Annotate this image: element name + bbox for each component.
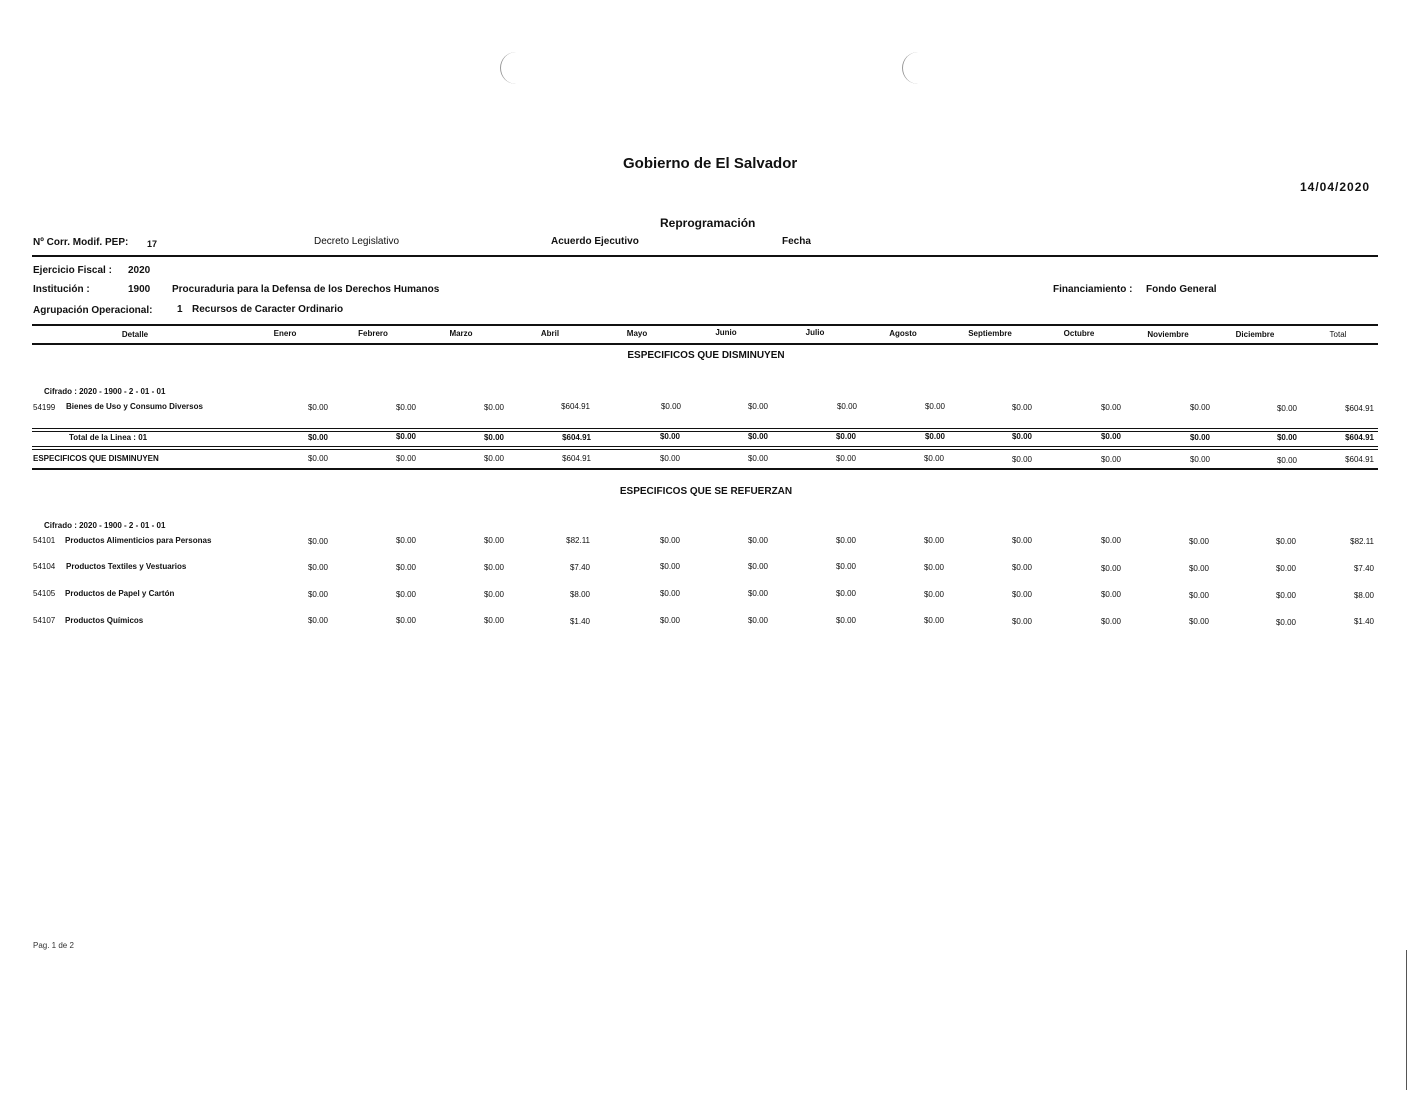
- corr-value: 17: [147, 239, 158, 249]
- cifrado-label: Cifrado : 2020 - 1900 - 2 - 01 - 01: [44, 387, 166, 396]
- cell-value: $0.00: [1011, 536, 1032, 545]
- cell-value: $0.00: [835, 536, 856, 545]
- row-code: 54104: [33, 562, 56, 571]
- ejercicio-value: 2020: [128, 265, 151, 276]
- section-total-value: $604.91: [1345, 455, 1374, 464]
- total-value: $604.91: [1345, 433, 1374, 442]
- document-title: Gobierno de El Salvador: [623, 155, 798, 172]
- table-header-top-rule: [32, 324, 1378, 326]
- cell-value: $0.00: [1100, 590, 1121, 599]
- row-name: Productos Químicos: [65, 616, 144, 625]
- total-value: $0.00: [395, 432, 416, 441]
- cell-value: $0.00: [747, 536, 768, 545]
- column-header: Noviembre: [1147, 330, 1189, 339]
- cell-value: $0.00: [835, 616, 856, 625]
- line-total-top-rule: [32, 431, 1378, 432]
- column-header: Julio: [805, 328, 825, 337]
- cell-value: $0.00: [307, 616, 328, 625]
- row-name: Productos Alimenticios para Personas: [65, 536, 212, 545]
- section-total-value: $0.00: [483, 454, 504, 463]
- cell-value: $0.00: [483, 590, 504, 599]
- total-value: $0.00: [483, 433, 504, 442]
- cell-value: $604.91: [561, 402, 590, 411]
- column-header: Detalle: [121, 330, 149, 339]
- cell-value: $0.00: [395, 616, 416, 625]
- cell-value: $0.00: [659, 536, 680, 545]
- page-number: Pag. 1 de 2: [33, 941, 74, 950]
- cell-value: $1.40: [1353, 617, 1374, 626]
- cell-value: $0.00: [307, 590, 328, 599]
- cell-value: $0.00: [1188, 617, 1209, 626]
- cell-value: $0.00: [307, 563, 328, 572]
- cell-value: $0.00: [307, 537, 328, 546]
- total-value: $0.00: [659, 432, 680, 441]
- column-header: Mayo: [626, 329, 648, 338]
- fecha-label: Fecha: [782, 236, 811, 247]
- cell-value: $0.00: [1011, 403, 1032, 412]
- institucion-name: Procuraduria para la Defensa de los Derechos Humanos: [172, 284, 440, 295]
- total-value: $0.00: [924, 432, 945, 441]
- cell-value: $0.00: [1100, 564, 1121, 573]
- section-total-value: $0.00: [1276, 456, 1297, 465]
- agrupacion-label: Agrupación Operacional:: [33, 305, 153, 316]
- cell-value: $0.00: [1100, 403, 1121, 412]
- cell-value: $0.00: [1011, 617, 1032, 626]
- total-value: $0.00: [307, 433, 328, 442]
- ejercicio-label: Ejercicio Fiscal :: [33, 265, 112, 276]
- row-code: 54107: [33, 616, 56, 625]
- column-header: Octubre: [1063, 329, 1095, 338]
- section-total-value: $0.00: [659, 454, 680, 463]
- cell-value: $0.00: [659, 562, 680, 571]
- row-code: 54101: [33, 536, 56, 545]
- section-title-disminuyen: ESPECIFICOS QUE DISMINUYEN: [627, 350, 785, 361]
- section-total-value: $0.00: [1189, 455, 1210, 464]
- section-total-value: $0.00: [395, 454, 416, 463]
- cell-value: $0.00: [1188, 591, 1209, 600]
- cell-value: $0.00: [923, 536, 944, 545]
- column-header: Diciembre: [1235, 330, 1275, 339]
- cell-value: $0.00: [1100, 617, 1121, 626]
- cell-value: $0.00: [1276, 404, 1297, 413]
- decreto-label: Decreto Legislativo: [314, 236, 400, 247]
- cell-value: $0.00: [307, 403, 328, 412]
- cell-value: $0.00: [835, 589, 856, 598]
- cell-value: $0.00: [747, 616, 768, 625]
- section-total-top-rule: [32, 446, 1378, 447]
- cell-value: $0.00: [1188, 537, 1209, 546]
- total-value: $0.00: [1100, 432, 1121, 441]
- financiamiento-label: Financiamiento :: [1053, 284, 1133, 295]
- total-value: $0.00: [835, 432, 856, 441]
- total-value: $0.00: [1276, 433, 1297, 442]
- cell-value: $0.00: [660, 402, 681, 411]
- cell-value: $604.91: [1345, 404, 1374, 413]
- cell-value: $0.00: [1011, 563, 1032, 572]
- agrupacion-code: 1: [177, 304, 183, 315]
- cell-value: $0.00: [1275, 537, 1296, 546]
- cifrado-label: Cifrado : 2020 - 1900 - 2 - 01 - 01: [44, 521, 166, 530]
- column-header: Total: [1329, 330, 1347, 339]
- total-value: $0.00: [1189, 433, 1210, 442]
- section-total-bottom-rule: [32, 468, 1378, 470]
- row-code: 54199: [33, 403, 56, 412]
- cell-value: $0.00: [483, 563, 504, 572]
- institucion-code: 1900: [128, 284, 151, 295]
- column-header: Febrero: [358, 329, 388, 338]
- cell-value: $0.00: [395, 563, 416, 572]
- punch-hole-mark: [902, 52, 919, 84]
- section-total-value: $0.00: [307, 454, 328, 463]
- cell-value: $1.40: [569, 617, 590, 626]
- cell-value: $0.00: [924, 402, 945, 411]
- row-name: Productos de Papel y Cartón: [65, 589, 175, 598]
- section-total-value: $604.91: [562, 454, 591, 463]
- total-value: $604.91: [562, 433, 591, 442]
- cell-value: $0.00: [1275, 564, 1296, 573]
- cell-value: $82.11: [1350, 537, 1374, 546]
- cell-value: $0.00: [1275, 591, 1296, 600]
- total-value: $0.00: [1011, 432, 1032, 441]
- column-header: Enero: [273, 329, 297, 338]
- cell-value: $0.00: [483, 403, 504, 412]
- cell-value: $0.00: [1275, 618, 1296, 627]
- cell-value: $0.00: [923, 590, 944, 599]
- cell-value: $0.00: [395, 536, 416, 545]
- cell-value: $0.00: [395, 403, 416, 412]
- cell-value: $0.00: [923, 616, 944, 625]
- total-value: $0.00: [747, 432, 768, 441]
- cell-value: $0.00: [747, 402, 768, 411]
- cell-value: $0.00: [836, 402, 857, 411]
- report-date: 14/04/2020: [1300, 180, 1371, 194]
- corr-label: Nº Corr. Modif. PEP:: [33, 237, 129, 248]
- section-total-value: $0.00: [923, 454, 944, 463]
- financiamiento-value: Fondo General: [1146, 284, 1217, 295]
- cell-value: $0.00: [483, 536, 504, 545]
- column-header: Abril: [540, 329, 560, 338]
- cell-value: $8.00: [569, 590, 590, 599]
- section-total-value: $0.00: [747, 454, 768, 463]
- cell-value: $0.00: [923, 563, 944, 572]
- row-name: Productos Textiles y Vestuarios: [66, 562, 187, 571]
- cell-value: $82.11: [566, 536, 590, 545]
- header-divider: [32, 255, 1378, 257]
- column-header: Junio: [715, 328, 737, 337]
- section-total-label: ESPECIFICOS QUE DISMINUYEN: [33, 454, 159, 463]
- table-header-bottom-rule: [32, 343, 1378, 345]
- column-header: Marzo: [449, 329, 473, 338]
- section-total-value: $0.00: [1100, 455, 1121, 464]
- cell-value: $0.00: [1011, 590, 1032, 599]
- cell-value: $0.00: [395, 590, 416, 599]
- punch-hole-mark: [500, 52, 517, 84]
- line-total-top-rule: [32, 428, 1378, 429]
- cell-value: $0.00: [1188, 564, 1209, 573]
- section-total-value: $0.00: [835, 454, 856, 463]
- line-total-label: Total de la Linea : 01: [69, 433, 148, 442]
- document-type: Reprogramación: [660, 216, 756, 230]
- cell-value: $7.40: [1353, 564, 1374, 573]
- cell-value: $0.00: [659, 589, 680, 598]
- scan-edge-line: [1406, 950, 1407, 1090]
- section-title-refuerzan: ESPECIFICOS QUE SE REFUERZAN: [619, 486, 793, 497]
- section-total-top-rule: [32, 449, 1378, 450]
- cell-value: $0.00: [483, 616, 504, 625]
- cell-value: $0.00: [1100, 536, 1121, 545]
- cell-value: $0.00: [659, 616, 680, 625]
- section-total-value: $0.00: [1011, 455, 1032, 464]
- cell-value: $0.00: [835, 562, 856, 571]
- cell-value: $0.00: [747, 562, 768, 571]
- cell-value: $8.00: [1353, 591, 1374, 600]
- acuerdo-label: Acuerdo Ejecutivo: [551, 236, 639, 247]
- cell-value: $7.40: [569, 563, 590, 572]
- row-code: 54105: [33, 589, 56, 598]
- cell-value: $0.00: [747, 589, 768, 598]
- column-header: Agosto: [889, 329, 917, 338]
- cell-value: $0.00: [1189, 403, 1210, 412]
- row-name: Bienes de Uso y Consumo Diversos: [66, 402, 203, 411]
- column-header: Septiembre: [968, 329, 1012, 338]
- institucion-label: Institución :: [33, 284, 90, 295]
- agrupacion-name: Recursos de Caracter Ordinario: [192, 304, 344, 315]
